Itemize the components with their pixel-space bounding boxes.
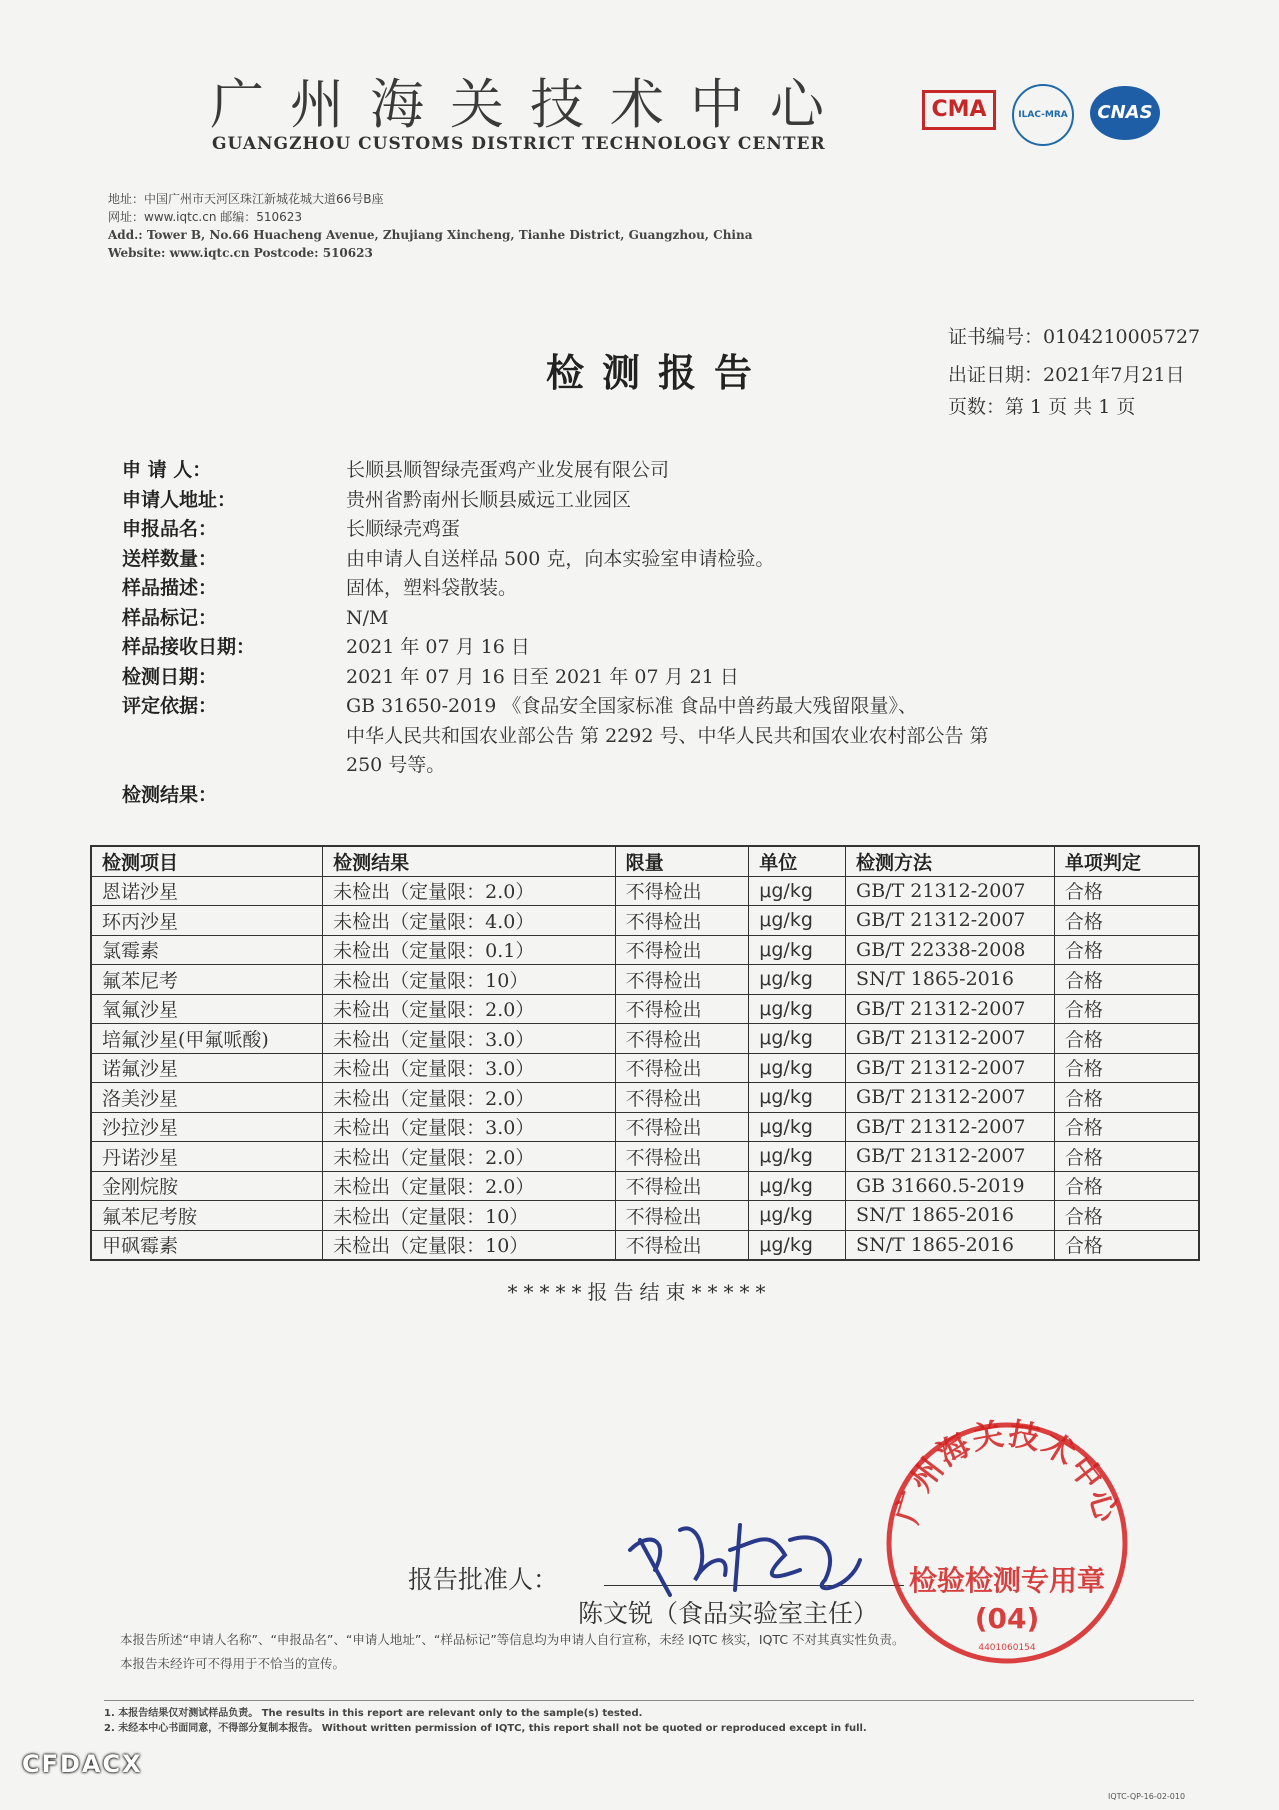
cell-unit: μg/kg <box>749 1201 846 1231</box>
cell-verdict: 合格 <box>1054 1083 1199 1113</box>
cell-method: GB/T 22338-2008 <box>846 935 1055 965</box>
cell-unit: μg/kg <box>749 906 846 936</box>
cell-unit: μg/kg <box>749 1024 846 1054</box>
cell-limit: 不得检出 <box>615 1171 749 1201</box>
info-row-quantity <box>122 545 1216 575</box>
organization-name-cn: 广州海关技术中心 <box>210 73 850 136</box>
cell-method: GB/T 21312-2007 <box>846 994 1055 1024</box>
cell-item: 甲砜霉素 <box>91 1230 323 1260</box>
report-title: 检测报告 <box>546 351 771 395</box>
cell-result: 未检出（定量限：2.0） <box>323 994 615 1024</box>
cell-unit: μg/kg <box>749 1142 846 1172</box>
disclaimer-line: 本报告未经许可不得用于不恰当的宣传。 <box>120 1656 346 1671</box>
cell-unit: μg/kg <box>749 1053 846 1083</box>
cell-limit: 不得检出 <box>615 965 749 995</box>
info-value: 2021 年 07 月 16 日至 2021 年 07 月 21 日 <box>346 665 739 688</box>
info-row-received-date <box>122 633 1216 663</box>
cell-item: 沙拉沙星 <box>91 1112 323 1142</box>
cell-limit: 不得检出 <box>615 1201 749 1231</box>
info-row-applicant <box>122 456 1216 486</box>
cell-method: GB/T 21312-2007 <box>846 1053 1055 1083</box>
cell-method: GB/T 21312-2007 <box>846 876 1055 906</box>
cell-item: 丹诺沙星 <box>91 1142 323 1172</box>
info-label: 样品接收日期： <box>122 636 256 658</box>
column-header-unit: 单位 <box>749 846 846 876</box>
cell-unit: μg/kg <box>749 876 846 906</box>
seal-org-text: 广州海关技术中心 <box>889 1418 1125 1528</box>
cell-result: 未检出（定量限：10） <box>323 1201 615 1231</box>
footer-divider <box>104 1700 1194 1701</box>
cell-verdict: 合格 <box>1054 994 1199 1024</box>
cell-item: 氯霉素 <box>91 935 323 965</box>
cell-unit: μg/kg <box>749 1171 846 1201</box>
approver-label: 报告批准人： <box>408 1565 559 1594</box>
cell-verdict: 合格 <box>1054 1171 1199 1201</box>
table-row <box>91 876 1199 906</box>
table-row <box>91 1201 1199 1231</box>
info-value: 贵州省黔南州长顺县威远工业园区 <box>346 488 632 511</box>
table-row <box>91 935 1199 965</box>
cell-method: SN/T 1865-2016 <box>846 965 1055 995</box>
cell-item: 氧氟沙星 <box>91 994 323 1024</box>
cell-limit: 不得检出 <box>615 1142 749 1172</box>
table-row <box>91 965 1199 995</box>
basis-continuation: 中华人民共和国农业部公告 第 2292 号、中华人民共和国农业农村部公告 第 <box>346 724 989 747</box>
seal-code-text: (04) <box>974 1602 1040 1635</box>
cell-item: 培氟沙星(甲氟哌酸) <box>91 1024 323 1054</box>
cell-item: 洛美沙星 <box>91 1083 323 1113</box>
cell-unit: μg/kg <box>749 994 846 1024</box>
cell-method: GB/T 21312-2007 <box>846 1112 1055 1142</box>
table-row <box>91 1171 1199 1201</box>
table-row <box>91 1112 1199 1142</box>
footnote-line: 1. 本报告结果仅对测试样品负责。 The results in this report are relevant only to the sample(s) tested. <box>104 1708 643 1719</box>
info-row-basis <box>122 692 1216 722</box>
info-value: N/M <box>346 606 389 629</box>
cell-unit: μg/kg <box>749 965 846 995</box>
column-header-result: 检测结果 <box>323 846 615 876</box>
cell-limit: 不得检出 <box>615 994 749 1024</box>
document-code: IQTC-QP-16-02-010 <box>1108 1792 1186 1801</box>
info-label: 送样数量： <box>122 547 218 570</box>
cell-method: SN/T 1865-2016 <box>846 1201 1055 1231</box>
info-label: 检测日期： <box>122 665 218 688</box>
website-line: 网址：www.iqtc.cn 邮编：510623 <box>108 210 303 224</box>
footnote-line: 2. 未经本中心书面同意，不得部分复制本报告。 Without written permission of IQTC, this report shall not be quoted or reproduced except in full. <box>104 1723 867 1734</box>
column-header-limit: 限量 <box>615 846 749 876</box>
table-row <box>91 1053 1199 1083</box>
disclaimer-notes <box>120 1628 905 1676</box>
column-header-verdict: 单项判定 <box>1054 846 1199 876</box>
address-line: 地址：中国广州市天河区珠江新城花城大道66号B座 <box>108 192 384 206</box>
watermark: CFDACX <box>22 1750 143 1778</box>
accreditation-logos <box>922 84 1222 144</box>
cell-method: GB/T 21312-2007 <box>846 1083 1055 1113</box>
ilac-mra-logo: ILAC-MRA <box>1012 84 1074 146</box>
official-seal <box>882 1418 1132 1668</box>
website-line-en: Website: www.iqtc.cn Postcode: 510623 <box>108 246 373 260</box>
cell-result: 未检出（定量限：3.0） <box>323 1053 615 1083</box>
address-line-en: Add.: Tower B, No.66 Huacheng Avenue, Zhujiang Xincheng, Tianhe District, Guangzhou, China <box>108 228 753 242</box>
approver-name: 陈文锐（食品实验室主任） <box>578 1599 879 1628</box>
report-meta <box>948 318 1200 426</box>
info-label: 样品描述： <box>122 577 218 599</box>
info-label: 申请人地址： <box>122 488 237 511</box>
info-row-test-date <box>122 663 1216 693</box>
cell-limit: 不得检出 <box>615 1230 749 1260</box>
page-count: 页数：第 1 页 共 1 页 <box>948 396 1136 418</box>
cell-unit: μg/kg <box>749 1112 846 1142</box>
cell-method: SN/T 1865-2016 <box>846 1230 1055 1260</box>
cell-item: 金刚烷胺 <box>91 1171 323 1201</box>
cell-limit: 不得检出 <box>615 1024 749 1054</box>
column-header-method: 检测方法 <box>846 846 1055 876</box>
cell-limit: 不得检出 <box>615 906 749 936</box>
cell-item: 环丙沙星 <box>91 906 323 936</box>
cell-limit: 不得检出 <box>615 1112 749 1142</box>
footnotes <box>104 1706 867 1736</box>
info-value: 长顺县顺智绿壳蛋鸡产业发展有限公司 <box>346 459 670 481</box>
info-row-address <box>122 486 1216 516</box>
cell-verdict: 合格 <box>1054 965 1199 995</box>
results-label: 检测结果： <box>122 784 218 806</box>
cell-verdict: 合格 <box>1054 1024 1199 1054</box>
cell-verdict: 合格 <box>1054 1201 1199 1231</box>
info-value: 2021 年 07 月 16 日 <box>346 636 530 658</box>
sample-info <box>122 456 1216 781</box>
info-row-product <box>122 515 1216 545</box>
svg-text:广州海关技术中心 <box>889 1418 1125 1528</box>
cell-limit: 不得检出 <box>615 876 749 906</box>
cell-result: 未检出（定量限：2.0） <box>323 876 615 906</box>
column-header-item: 检测项目 <box>91 846 323 876</box>
info-label: 申 请 人： <box>122 459 212 481</box>
basis-continuation: 250 号等。 <box>346 754 446 776</box>
table-row <box>91 994 1199 1024</box>
info-value: 长顺绿壳鸡蛋 <box>346 518 461 540</box>
cell-verdict: 合格 <box>1054 876 1199 906</box>
cell-method: GB 31660.5-2019 <box>846 1171 1055 1201</box>
cell-verdict: 合格 <box>1054 1230 1199 1260</box>
cell-result: 未检出（定量限：3.0） <box>323 1112 615 1142</box>
cell-method: GB/T 21312-2007 <box>846 906 1055 936</box>
cell-unit: μg/kg <box>749 1230 846 1260</box>
cell-result: 未检出（定量限：10） <box>323 965 615 995</box>
issue-date: 出证日期：2021年7月21日 <box>948 364 1185 386</box>
cell-verdict: 合格 <box>1054 1142 1199 1172</box>
info-label: 申报品名： <box>122 518 218 540</box>
info-row-marking <box>122 604 1216 634</box>
cell-limit: 不得检出 <box>615 1083 749 1113</box>
cell-verdict: 合格 <box>1054 906 1199 936</box>
table-row <box>91 1083 1199 1113</box>
cell-item: 氟苯尼考 <box>91 965 323 995</box>
table-row <box>91 906 1199 936</box>
cell-limit: 不得检出 <box>615 1053 749 1083</box>
certificate-number: 证书编号：0104210005727 <box>948 326 1201 348</box>
cell-result: 未检出（定量限：0.1） <box>323 935 615 965</box>
seal-purpose-text: 检验检测专用章 <box>908 1564 1106 1597</box>
report-end-marker: *****报告结束***** <box>507 1280 772 1304</box>
cell-result: 未检出（定量限：10） <box>323 1230 615 1260</box>
cell-result: 未检出（定量限：2.0） <box>323 1083 615 1113</box>
cell-result: 未检出（定量限：3.0） <box>323 1024 615 1054</box>
table-row <box>91 1230 1199 1260</box>
info-value: 由申请人自送样品 500 克，向本实验室申请检验。 <box>346 547 775 570</box>
cell-result: 未检出（定量限：2.0） <box>323 1142 615 1172</box>
cell-unit: μg/kg <box>749 1083 846 1113</box>
results-table <box>90 845 1200 1261</box>
cell-result: 未检出（定量限：2.0） <box>323 1171 615 1201</box>
cell-method: GB/T 21312-2007 <box>846 1024 1055 1054</box>
info-value: 固体，塑料袋散装。 <box>346 577 518 599</box>
cell-unit: μg/kg <box>749 935 846 965</box>
info-label: 样品标记： <box>122 606 218 629</box>
organization-name-en: GUANGZHOU CUSTOMS DISTRICT TECHNOLOGY CENTER <box>212 134 826 154</box>
seal-serial-text: 4401060154 <box>978 1643 1036 1653</box>
cma-logo: CMA <box>922 90 996 130</box>
cell-verdict: 合格 <box>1054 1053 1199 1083</box>
cnas-logo: CNAS <box>1090 86 1160 140</box>
cell-verdict: 合格 <box>1054 1112 1199 1142</box>
disclaimer-line: 本报告所述“申请人名称”、“申报品名”、“申请人地址”、“样品标记”等信息均为申请人自行宣称，未经 IQTC 核实，IQTC 不对其真实性负责。 <box>120 1632 905 1647</box>
table-row <box>91 1142 1199 1172</box>
cell-item: 恩诺沙星 <box>91 876 323 906</box>
info-value: GB 31650-2019 《食品安全国家标准 食品中兽药最大残留限量》、 <box>346 695 917 717</box>
cell-limit: 不得检出 <box>615 935 749 965</box>
cell-item: 诺氟沙星 <box>91 1053 323 1083</box>
info-row-description <box>122 574 1216 604</box>
cell-item: 氟苯尼考胺 <box>91 1201 323 1231</box>
address-block <box>108 190 752 262</box>
table-row <box>91 1024 1199 1054</box>
cell-method: GB/T 21312-2007 <box>846 1142 1055 1172</box>
table-header-row <box>91 846 1199 876</box>
cell-result: 未检出（定量限：4.0） <box>323 906 615 936</box>
info-label: 评定依据： <box>122 695 218 717</box>
cell-verdict: 合格 <box>1054 935 1199 965</box>
